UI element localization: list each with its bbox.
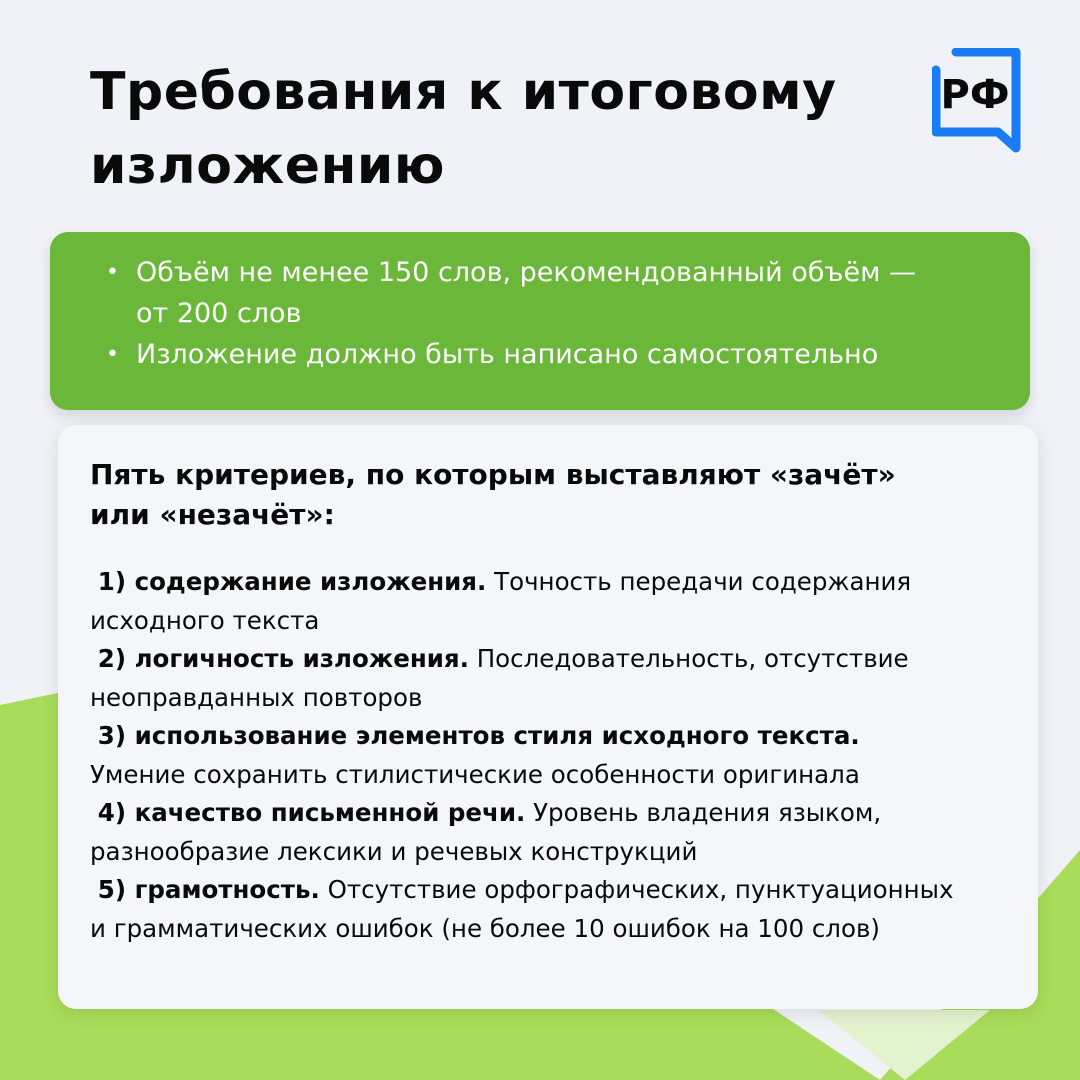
criterion-item — [90, 871, 1000, 948]
requirement-text-line: Объём не менее 150 слов, рекомендованный объём — — [136, 257, 917, 288]
bullet-icon: • — [106, 260, 119, 285]
requirements-card — [50, 232, 1030, 410]
criteria-heading-line-1: Пять критериев, по которым выставляют «зачёт» — [90, 458, 896, 491]
requirement-item — [106, 334, 966, 375]
requirement-text-line: от 200 слов — [136, 298, 302, 329]
criterion-description-line: Умение сохранить стилистические особенности оригинала — [90, 759, 860, 789]
criterion-title: 5) грамотность. — [97, 875, 320, 904]
criterion-description: Точность передачи содержания — [486, 567, 912, 596]
criterion-description-line: неоправданных повторов — [90, 682, 423, 712]
criterion-description-line: и грамматических ошибок (не более 10 ошибок на 100 слов) — [90, 913, 880, 943]
criteria-card — [58, 425, 1038, 1009]
criterion-title: 3) использование элементов стиля исходного текста. — [97, 721, 860, 750]
page-title-line-2: изложению — [90, 136, 445, 196]
criterion-item — [90, 563, 1000, 640]
criterion-description-line: исходного текста — [90, 605, 320, 635]
criterion-title: 2) логичность изложения. — [97, 644, 469, 673]
criteria-heading-line-2: или «незачёт»: — [90, 498, 335, 531]
page-title-line-1: Требования к итоговому — [90, 62, 837, 122]
criteria-heading — [90, 455, 990, 535]
criteria-list — [90, 563, 1000, 948]
requirement-item — [106, 252, 966, 334]
criterion-item — [90, 717, 1000, 794]
bullet-icon: • — [106, 342, 119, 367]
requirements-list — [106, 252, 966, 375]
criterion-title: 1) содержание изложения. — [97, 567, 487, 596]
logo-text: РФ — [940, 72, 1010, 118]
criterion-description: Отсутствие орфографических, пунктуационных — [319, 875, 954, 904]
criterion-description: Уровень владения языком, — [525, 798, 882, 827]
rf-logo — [932, 48, 1032, 154]
requirement-text-line: Изложение должно быть написано самостоятельно — [136, 339, 879, 370]
criterion-item — [90, 640, 1000, 717]
criterion-description-line: разнообразие лексики и речевых конструкций — [90, 836, 698, 866]
criterion-title: 4) качество письменной речи. — [97, 798, 526, 827]
criterion-description: Последовательность, отсутствие — [468, 644, 909, 673]
criterion-item — [90, 794, 1000, 871]
page-title — [90, 55, 890, 203]
